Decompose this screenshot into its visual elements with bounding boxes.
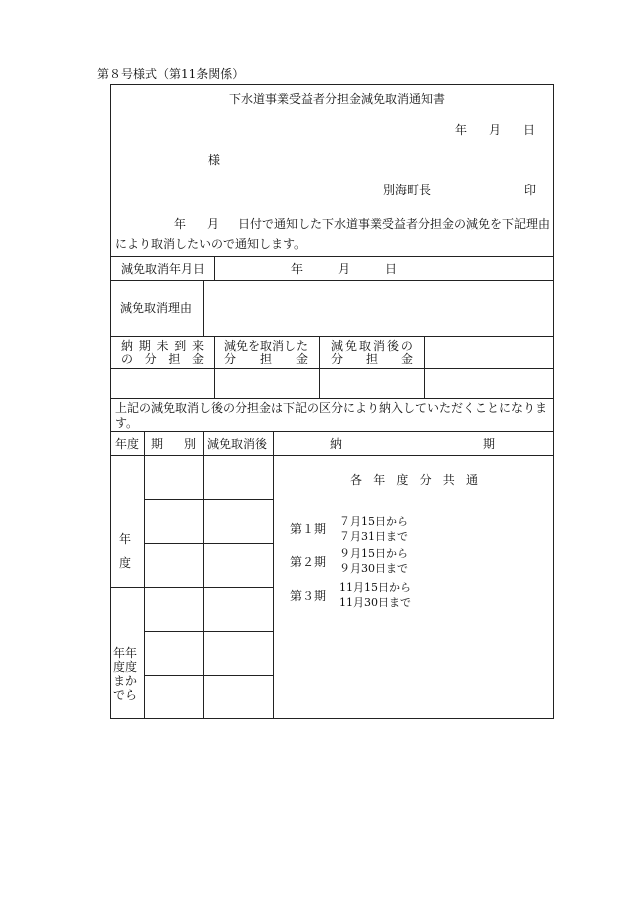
after-cancel-column-header: 減免取消後 — [207, 437, 268, 451]
header-char: 納 — [121, 339, 134, 353]
rule — [424, 336, 425, 398]
document-title: 下水道事業受益者分担金減免取消通知書 — [229, 92, 446, 106]
rule — [110, 256, 554, 257]
header-char: 免 — [344, 339, 357, 353]
header-char: 期 — [482, 437, 495, 451]
period-2-to: ９月30日まで — [339, 562, 408, 575]
cancel-date-year: 年 — [291, 262, 304, 276]
header-char: 担 — [259, 352, 272, 366]
addressee-suffix: 様 — [208, 153, 221, 167]
rule — [203, 431, 204, 719]
header-char: 来 — [191, 339, 204, 353]
header-char: 消 — [372, 339, 385, 353]
header-char: 後 — [386, 339, 399, 353]
year-label-2-line: 年年 — [113, 646, 138, 660]
rule — [110, 368, 554, 369]
rule — [110, 431, 554, 432]
due-date-column-header — [330, 438, 495, 450]
header-char: 減 — [331, 339, 344, 353]
period-3-name: 第３期 — [290, 589, 327, 603]
label-char: 年 — [373, 473, 386, 487]
installment-note-line-2: す。 — [115, 416, 139, 430]
unpaid-amount-header-line2 — [121, 353, 204, 365]
rule — [110, 336, 554, 337]
rule — [110, 455, 554, 456]
rule — [319, 336, 320, 398]
period-3-to: 11月30日まで — [339, 596, 411, 609]
unpaid-amount-header-line1 — [121, 340, 204, 352]
label-char: 分 — [419, 473, 432, 487]
cancel-date-month: 月 — [338, 262, 351, 276]
seal-mark: 印 — [524, 183, 537, 197]
header-char: 分 — [224, 352, 237, 366]
header-char: 到 — [174, 339, 187, 353]
period-column-header — [151, 438, 196, 450]
rule — [144, 431, 145, 719]
header-char: 納 — [330, 437, 343, 451]
rule — [203, 280, 204, 336]
installment-note-line-1: 上記の減免取消し後の分担金は下記の区分により納入していただくことになりま — [115, 401, 548, 415]
rule — [144, 631, 273, 632]
rule — [144, 543, 273, 544]
rule — [273, 431, 274, 719]
notice-line-2: により取消したいので通知します。 — [115, 237, 307, 251]
header-char: 分 — [331, 352, 344, 366]
rule — [214, 256, 215, 280]
date-year: 年 — [455, 123, 468, 137]
label-char: 度 — [396, 473, 409, 487]
label-char: 共 — [442, 473, 455, 487]
notice-line-1: 日付で通知した下水道事業受益者分担金の減免を下記理由 — [238, 217, 551, 231]
header-char: 金 — [295, 352, 308, 366]
header-char: 別 — [183, 437, 196, 451]
label-char: 通 — [465, 473, 478, 487]
notice-year: 年 — [174, 217, 187, 231]
year-label-2-line: 度度 — [113, 660, 138, 674]
rule — [144, 675, 273, 676]
rule — [214, 336, 215, 398]
date-day: 日 — [523, 123, 536, 137]
cancelled-amount-header-line2 — [224, 353, 308, 365]
issuer-title: 別海町長 — [383, 183, 432, 197]
cancel-date-day: 日 — [385, 262, 398, 276]
date-month: 月 — [489, 123, 502, 137]
year-label-1-char: 度 — [119, 556, 132, 570]
header-char: 金 — [191, 352, 204, 366]
label-char: 各 — [350, 473, 363, 487]
period-2-name: 第２期 — [290, 555, 327, 569]
rule — [110, 280, 554, 281]
year-column-header: 年度 — [115, 437, 140, 451]
common-all-years-label — [350, 474, 478, 486]
header-char: の — [400, 339, 413, 353]
header-char: の — [121, 352, 134, 366]
year-label-2-line: でら — [113, 688, 138, 702]
rule — [144, 499, 273, 500]
header-char: 担 — [168, 352, 181, 366]
notice-month: 月 — [207, 217, 220, 231]
header-char: 担 — [365, 352, 378, 366]
cancel-date-label: 減免取消年月日 — [121, 262, 206, 276]
header-char: 期 — [138, 339, 151, 353]
form-number: 第８号様式（第11条関係） — [97, 67, 245, 81]
year-label-1-char: 年 — [119, 532, 132, 546]
period-2-from: ９月15日から — [339, 547, 408, 560]
period-1-to: ７月31日まで — [339, 530, 408, 543]
header-char: 未 — [156, 339, 169, 353]
rule — [110, 398, 554, 399]
period-1-name: 第１期 — [290, 522, 327, 536]
rule — [110, 587, 273, 588]
cancelled-amount-header-line1: 減免を取消した — [224, 339, 309, 353]
header-char: 分 — [144, 352, 157, 366]
after-cancel-amount-header-line1 — [331, 340, 413, 352]
reason-label: 減免取消理由 — [120, 301, 193, 315]
year-label-2-line: まか — [113, 674, 138, 688]
after-cancel-amount-header-line2 — [331, 353, 413, 365]
period-1-from: ７月15日から — [339, 515, 408, 528]
period-3-from: 11月15日から — [339, 581, 411, 594]
header-char: 金 — [400, 352, 413, 366]
header-char: 取 — [358, 339, 371, 353]
header-char: 期 — [151, 437, 164, 451]
